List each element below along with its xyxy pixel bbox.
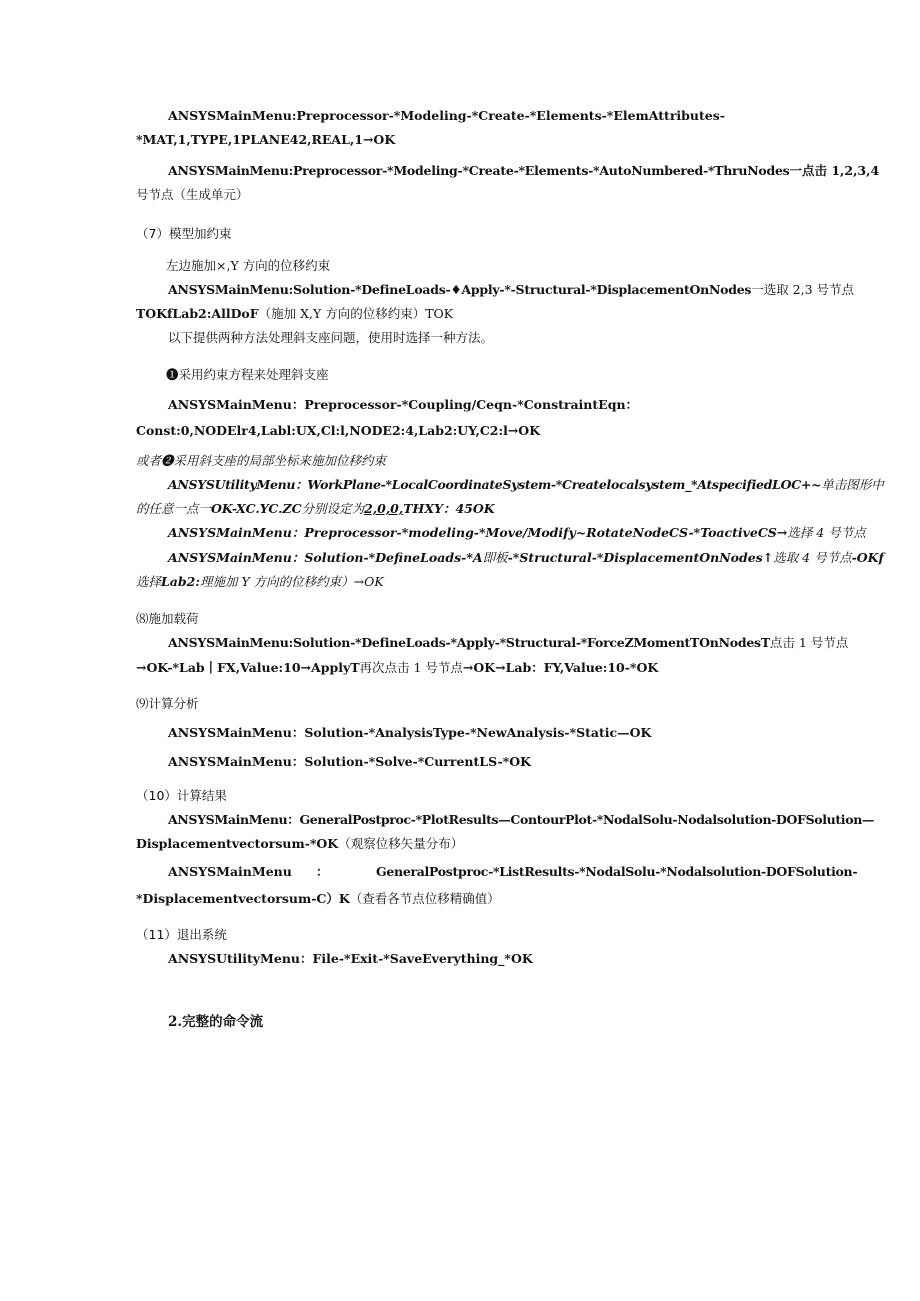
menu-path: Lab2:: [161, 574, 200, 589]
step-solve: ANSYSMainMenu：Solution-*Solve-*CurrentLS-*OK: [168, 754, 532, 769]
instruction-text: 选择: [136, 574, 162, 589]
menu-instruction: 一选取 2,3 号节点: [751, 282, 855, 297]
section-heading-command-stream: 2.完整的命令流: [168, 1014, 264, 1030]
menu-instruction: （查看各节点位移精确值）: [349, 891, 500, 906]
menu-path: OK-XC.YC.ZC: [211, 501, 302, 516]
menu-path: Displacementvectorsum-*OK: [136, 836, 339, 851]
menu-path: ANSYSMainMenu:Preprocessor-*Modeling-*Create-*Elements-*AutoNumbered-*ThruNodes: [168, 163, 790, 178]
menu-instruction: 选择 4 号节点: [787, 525, 866, 540]
instruction-text: 的任意一点一: [136, 501, 212, 516]
menu-path: ANSYSUtilityMenu：WorkPlane-*LocalCoordinateSystem-*Createlocalsystem_*AtspecifiedLOC+~: [168, 477, 822, 492]
step-list-results-cont: [136, 891, 500, 907]
menu-path: -*Structural-*DisplacementOnNodes↑: [507, 550, 774, 565]
section-heading-results: （10）计算结果: [136, 788, 227, 803]
step-exit: ANSYSUtilityMenu：File-*Exit-*SaveEverything_*OK: [168, 951, 533, 966]
step-rotate-node-cs: [168, 525, 866, 541]
instruction-text: 即板: [482, 550, 508, 565]
menu-instruction: 点击 1 号节点: [769, 635, 849, 650]
method-one-heading: ❶采用约束方程来处理斜支座: [166, 367, 329, 382]
step-list-results-colon: ：: [316, 864, 329, 879]
menu-instruction: 一点击 1,2,3,4: [789, 163, 880, 178]
instruction-text: 理施加 Y 方向的位移约束）→OK: [199, 574, 384, 589]
menu-path: ANSYSMainMenu:Solution-*DefineLoads-♦Apply-*-Structural-*DisplacementOnNodes: [168, 282, 752, 297]
menu-path: ANSYSMainMenu：Solution-*DefineLoads-*A: [168, 550, 483, 565]
menu-path: THXY：45OK: [403, 501, 495, 516]
menu-path: →OK→Lab：FY,Value:10-*OK: [462, 660, 659, 675]
method-two-heading: 或者❷采用斜支座的局部坐标来施加位移约束: [136, 453, 387, 468]
instruction-text: 再次点击 1 号节点: [359, 660, 463, 675]
section-heading-loads: ⑻施加载荷: [136, 611, 199, 626]
step-displacement-node4-cont: [136, 574, 384, 590]
step-plot-results-cont: [136, 836, 463, 852]
section-heading-constraints: （7）模型加约束: [136, 226, 232, 241]
section-heading-analysis: ⑼计算分析: [136, 696, 199, 711]
menu-path: *Displacementvectorsum-C）K: [136, 891, 350, 906]
instruction-text: 选取 4 号节点: [773, 550, 852, 565]
menu-path: →OK-*Lab丨FX,Value:10→ApplyT: [136, 660, 360, 675]
coordinate-values: 2,0,0,: [364, 501, 404, 516]
step-constraint-eqn: ANSYSMainMenu：Preprocessor-*Coupling/Ceqn-*ConstraintEqn：: [168, 397, 639, 412]
step-displacement-node4: [168, 550, 884, 566]
menu-path: ANSYSMainMenu:Solution-*DefineLoads-*Apply-*Structural-*ForceZMomentTOnNodesT: [168, 635, 770, 650]
instruction-text: 分别设定为: [301, 501, 365, 516]
step-elem-attributes-cont: *MAT,1,TYPE,1PLANE42,REAL,1→OK: [136, 132, 396, 147]
menu-path: TOKfLab2:AllDoF: [136, 306, 259, 321]
step-list-results: GeneralPostproc-*ListResults-*NodalSolu-*Nodalsolution-DOFSolution-: [376, 864, 858, 879]
section-heading-exit: （11）退出系统: [136, 927, 227, 942]
step-displacement-on-nodes-cont: [136, 306, 453, 322]
step-list-results-label: ANSYSMainMenu: [168, 864, 292, 879]
step-elem-attributes: ANSYSMainMenu:Preprocessor-*Modeling-*Create-*Elements-*ElemAttributes-: [168, 108, 725, 123]
step-force-on-nodes-cont: [136, 660, 658, 676]
menu-path: -OKf: [851, 550, 884, 565]
step-analysis-type: ANSYSMainMenu：Solution-*AnalysisType-*NewAnalysis-*Static—OK: [168, 725, 652, 740]
constraint-description: 左边施加×,Y 方向的位移约束: [166, 258, 331, 273]
step-auto-numbered: [168, 163, 879, 179]
step-plot-results: ANSYSMainMenu：GeneralPostproc-*PlotResults—ContourPlot-*NodalSolu-Nodalsolution-DOFSolution—: [168, 812, 875, 827]
step-local-coordinate-cont: [136, 501, 495, 517]
menu-instruction: （施加 X,Y 方向的位移约束）TOK: [258, 306, 454, 321]
menu-path: ANSYSMainMenu：Preprocessor-*modeling-*Move/Modify~RotateNodeCS-*ToactiveCS→: [168, 525, 788, 540]
menu-instruction: （观察位移矢量分布）: [338, 836, 464, 851]
step-local-coordinate: [168, 477, 884, 493]
step-force-on-nodes: [168, 635, 848, 651]
step-displacement-on-nodes: [168, 282, 854, 298]
step-constraint-eqn-cont: Const:0,NODElr4,Labl:UX,Cl:l,NODE2:4,Lab2:UY,C2:l→OK: [136, 423, 541, 438]
menu-instruction: 单击图形中: [821, 477, 884, 492]
step-auto-numbered-cont: 号节点（生成单元）: [136, 187, 249, 202]
method-intro: 以下提供两种方法处理斜支座问题，使用时选择一种方法。: [168, 330, 494, 345]
